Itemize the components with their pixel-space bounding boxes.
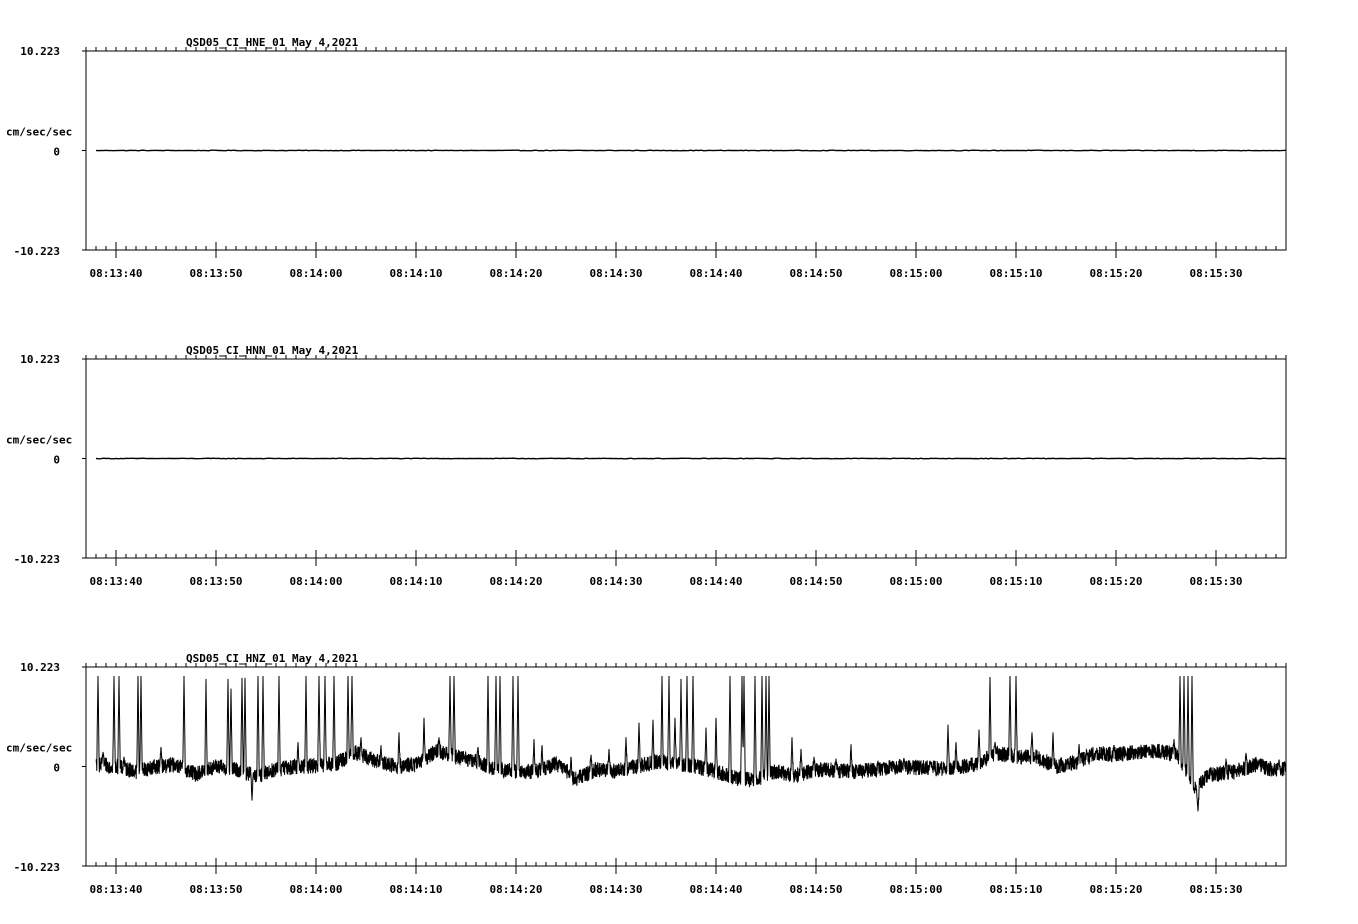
x-tick-label: 08:15:10 [989,883,1043,896]
x-tick-label: 08:14:00 [289,883,343,896]
y-tick-label: 0 [53,761,60,775]
x-tick-label: 08:14:20 [489,575,543,588]
panel-2 [6,344,1286,588]
y-axis-label: cm/sec/sec [6,741,73,755]
waveform-trace [96,458,1286,459]
x-tick-label: 08:14:20 [489,267,543,280]
x-tick-label: 08:13:50 [189,883,243,896]
x-tick-label: 08:14:50 [789,883,843,896]
x-tick-label: 08:13:40 [89,575,143,588]
x-tick-label: 08:14:40 [689,267,743,280]
x-tick-label: 08:14:00 [289,267,343,280]
panel-title: QSD05_CI_HNE_01 May 4,2021 [186,36,359,49]
y-tick-label: 0 [53,453,60,467]
y-tick-label: 0 [53,145,60,159]
x-tick-label: 08:15:20 [1089,575,1143,588]
x-tick-label: 08:15:00 [889,575,943,588]
x-tick-label: 08:13:50 [189,267,243,280]
x-tick-label: 08:14:10 [389,267,443,280]
x-tick-label: 08:15:30 [1189,883,1243,896]
x-tick-label: 08:14:30 [589,267,643,280]
panel-1 [6,36,1286,280]
x-tick-label: 08:14:10 [389,883,443,896]
x-tick-label: 08:14:50 [789,575,843,588]
panel-title: QSD05_CI_HNZ_01 May 4,2021 [186,652,359,665]
x-tick-label: 08:14:10 [389,575,443,588]
x-tick-label: 08:15:10 [989,575,1043,588]
y-tick-label: 10.223 [20,45,60,58]
waveform-trace [96,150,1286,151]
x-tick-label: 08:15:20 [1089,267,1143,280]
x-tick-label: 08:14:50 [789,267,843,280]
x-tick-label: 08:13:40 [89,267,143,280]
y-tick-label: -10.223 [13,553,60,566]
x-tick-label: 08:15:10 [989,267,1043,280]
panel-3 [6,652,1286,896]
x-tick-label: 08:14:20 [489,883,543,896]
x-tick-label: 08:14:30 [589,883,643,896]
x-tick-label: 08:15:20 [1089,883,1143,896]
y-tick-label: -10.223 [13,861,60,874]
x-tick-label: 08:14:00 [289,575,343,588]
x-tick-label: 08:15:30 [1189,575,1243,588]
y-axis-label: cm/sec/sec [6,433,73,447]
x-tick-label: 08:14:30 [589,575,643,588]
x-tick-label: 08:14:40 [689,575,743,588]
y-tick-label: 10.223 [20,353,60,366]
x-tick-label: 08:15:00 [889,883,943,896]
y-tick-label: 10.223 [20,661,60,674]
x-tick-label: 08:15:00 [889,267,943,280]
x-tick-label: 08:13:50 [189,575,243,588]
x-tick-label: 08:14:40 [689,883,743,896]
x-tick-label: 08:15:30 [1189,267,1243,280]
y-tick-label: -10.223 [13,245,60,258]
waveform-trace [96,676,1286,811]
x-tick-label: 08:13:40 [89,883,143,896]
y-axis-label: cm/sec/sec [6,125,73,139]
panel-title: QSD05_CI_HNN_01 May 4,2021 [186,344,359,357]
